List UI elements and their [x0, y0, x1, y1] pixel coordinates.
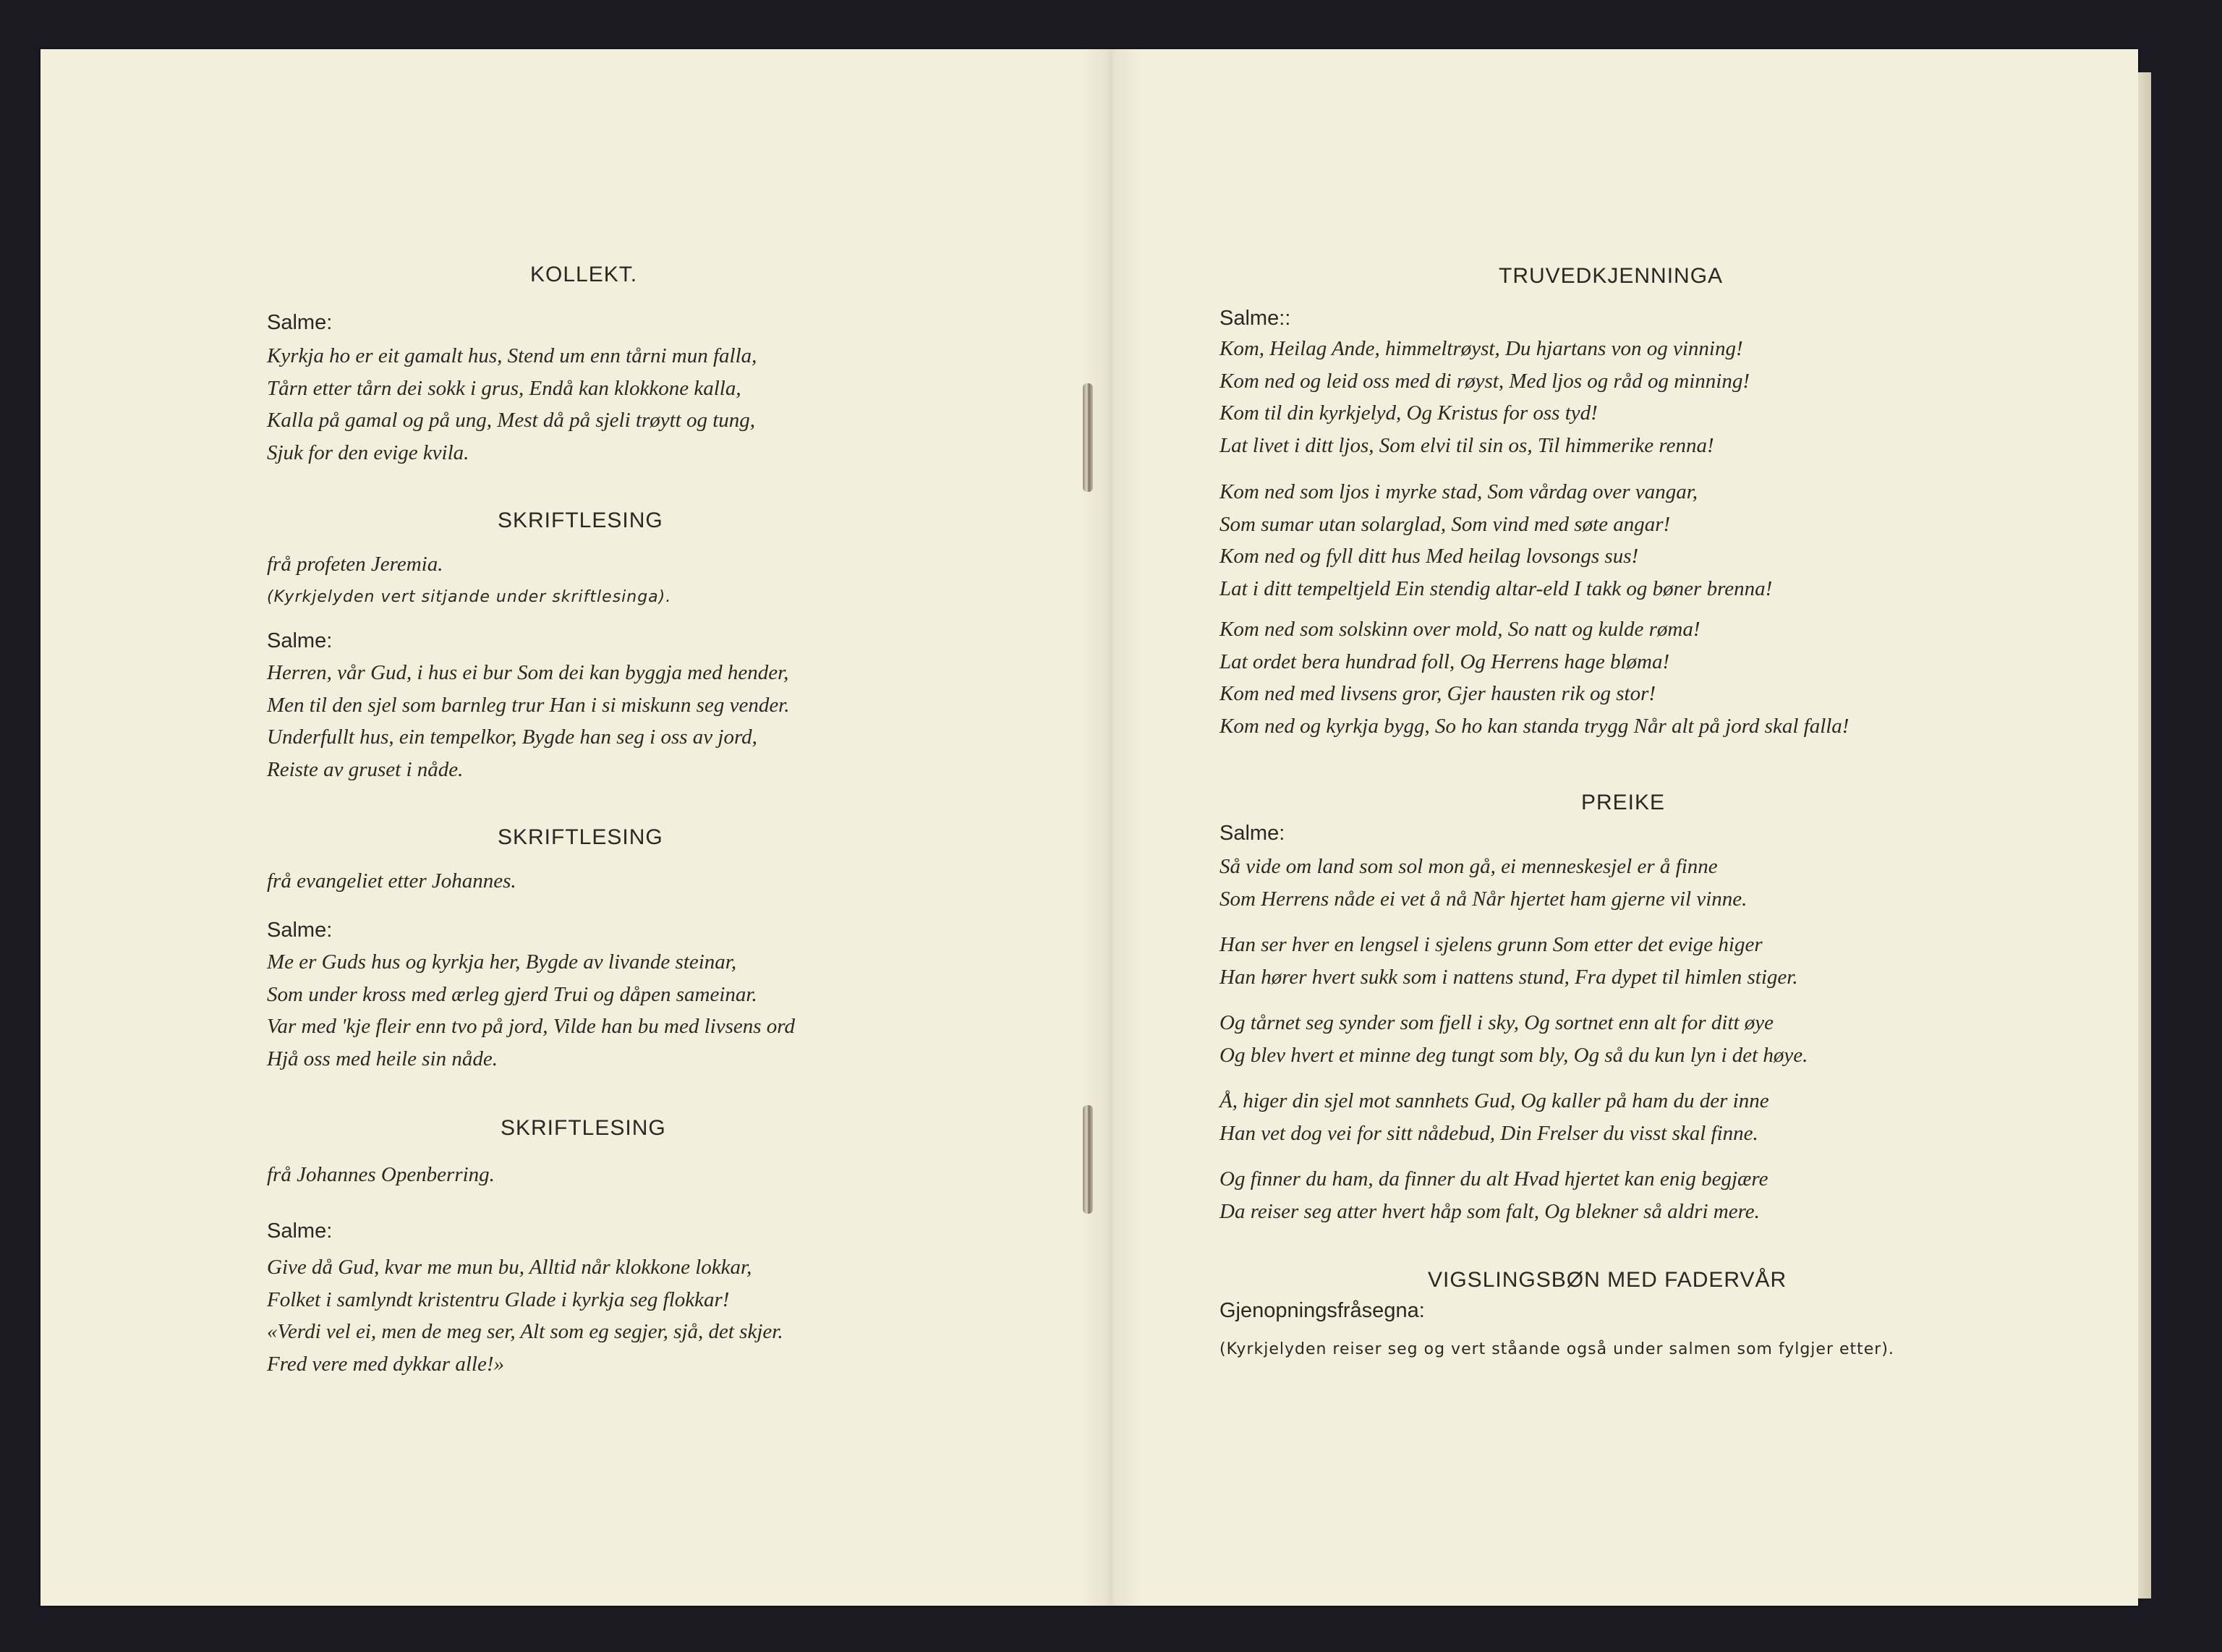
hymn-line: Hjå oss med heile sin nåde. — [267, 1047, 498, 1070]
skriftlesing-1-hymn — [267, 657, 790, 785]
hymn-line: Folket i samlyndt kristentru Glade i kyrkja seg flokkar! — [267, 1287, 730, 1311]
right-page — [1219, 49, 2087, 1606]
hymn-line: Lat livet i ditt ljos, Som elvi til sin os, Til himmerike renna! — [1219, 433, 1714, 457]
hymn-line: Fred vere med dykkar alle!» — [267, 1352, 504, 1376]
skriftlesing-3-salme-label: Salme: — [267, 1219, 333, 1243]
hymn-line: Var med 'kje fleir enn tvo på jord, Vilde han bu med livsens ord — [267, 1015, 795, 1038]
skriftlesing-3-hymn — [267, 1251, 783, 1380]
hymn-line: Tårn etter tårn dei sokk i grus, Endå kan klokkone kalla, — [267, 376, 741, 400]
skriftlesing-1-note: (Kyrkjelyden vert sitjande under skriftlesinga). — [267, 588, 672, 606]
paper-edge — [2138, 72, 2151, 1598]
hymn-line: Og tårnet seg synder som fjell i sky, Og sortnet enn alt for ditt øye — [1219, 1011, 1774, 1034]
skriftlesing-heading-3: SKRIFTLESING — [501, 1116, 666, 1140]
hymn-line: Herren, vår Gud, i hus ei bur Som dei kan byggja med hender, — [267, 661, 789, 684]
preike-stanza-4 — [1219, 1085, 1769, 1149]
hymn-line: Så vide om land som sol mon gå, ei menneskesjel er å finne — [1219, 855, 1718, 878]
skriftlesing-3-source — [267, 1159, 495, 1191]
truvedkjenninga-salme-label: Salme:: — [1219, 307, 1291, 330]
hymn-line: Underfullt hus, ein tempelkor, Bygde han seg i oss av jord, — [267, 725, 757, 749]
skriftlesing-1-source — [267, 548, 443, 581]
kollekt-heading: KOLLEKT. — [530, 263, 638, 286]
hymn-line: Kom ned og leid oss med di røyst, Med ljos og råd og minning! — [1219, 369, 1750, 393]
skriftlesing-heading-1: SKRIFTLESING — [498, 508, 663, 532]
skriftlesing-2-hymn — [267, 946, 795, 1075]
source-line: frå Johannes Openberring. — [267, 1163, 495, 1186]
center-fold — [1082, 49, 1140, 1606]
left-page — [227, 49, 1059, 1606]
hymn-line: Kom ned som solskinn over mold, So natt og kulde røma! — [1219, 618, 1700, 641]
preike-stanza-1 — [1219, 851, 1747, 915]
gjenopningsfrasegna-label: Gjenopningsfråsegna: — [1219, 1299, 1425, 1322]
hymn-line: Sjuk for den evige kvila. — [267, 440, 469, 464]
hymn-line: Kom ned som ljos i myrke stad, Som vårdag over vangar, — [1219, 480, 1698, 503]
truvedkjenninga-stanza-3 — [1219, 613, 1849, 742]
hymn-line: Som sumar utan solarglad, Som vind med søte angar! — [1219, 512, 1671, 536]
hymn-line: Som under kross med ærleg gjerd Trui og dåpen sameinar. — [267, 982, 757, 1006]
source-line: frå profeten Jeremia. — [267, 553, 443, 576]
hymn-line: Kom ned og fyll ditt hus Med heilag lovsongs sus! — [1219, 545, 1639, 568]
hymn-line: Kalla på gamal og på ung, Mest då på sjeli trøytt og tung, — [267, 409, 756, 432]
hymn-line: Give då Gud, kvar me mun bu, Alltid når klokkone lokkar, — [267, 1256, 752, 1279]
vigslingsbon-heading: VIGSLINGSBØN MED FADERVÅR — [1428, 1268, 1787, 1292]
truvedkjenninga-heading: TRUVEDKJENNINGA — [1499, 264, 1724, 288]
hymn-line: Da reiser seg atter hvert håp som falt, Og blekner så aldri mere. — [1219, 1199, 1760, 1223]
source-line: frå evangeliet etter Johannes. — [267, 869, 516, 893]
preike-heading: PREIKE — [1581, 791, 1666, 814]
hymn-line: Han ser hver en lengsel i sjelens grunn Som etter det evige higer — [1219, 933, 1763, 956]
hymn-line: Reiste av gruset i nåde. — [267, 757, 464, 781]
skriftlesing-1-salme-label: Salme: — [267, 629, 333, 652]
skriftlesing-2-salme-label: Salme: — [267, 919, 333, 942]
preike-stanza-2 — [1219, 929, 1798, 993]
hymn-line: Kom, Heilag Ande, himmeltrøyst, Du hjartans von og vinning! — [1219, 337, 1743, 360]
preike-salme-label: Salme: — [1219, 822, 1285, 845]
skriftlesing-2-source — [267, 865, 516, 898]
hymn-line: Han vet dog vei for sitt nådebud, Din Frelser du visst skal finne. — [1219, 1121, 1758, 1145]
hymn-line: Kom til din kyrkjelyd, Og Kristus for oss tyd! — [1219, 401, 1598, 425]
hymn-line: Kyrkja ho er eit gamalt hus, Stend um enn tårni mun falla, — [267, 344, 757, 367]
truvedkjenninga-stanza-2 — [1219, 476, 1772, 605]
hymn-line: Me er Guds hus og kyrkja her, Bygde av livande steinar, — [267, 950, 737, 974]
hymn-line: Lat ordet bera hundrad foll, Og Herrens hage bløma! — [1219, 650, 1670, 673]
hymn-line: Og finner du ham, da finner du alt Hvad hjertet kan enig begjære — [1219, 1167, 1768, 1191]
hymn-line: Kom ned og kyrkja bygg, So ho kan standa trygg Når alt på jord skal falla! — [1219, 714, 1849, 738]
truvedkjenninga-stanza-1 — [1219, 333, 1750, 461]
staple-top — [1083, 383, 1093, 492]
hymn-line: Og blev hvert et minne deg tungt som bly, Og så du kun lyn i det høye. — [1219, 1043, 1808, 1067]
skriftlesing-heading-2: SKRIFTLESING — [498, 825, 663, 849]
hymn-line: Lat i ditt tempeltjeld Ein stendig altar-eld I takk og bøner brenna! — [1219, 576, 1773, 600]
kollekt-hymn — [267, 340, 757, 469]
hymn-line: Å, higer din sjel mot sannhets Gud, Og kaller på ham du der inne — [1219, 1089, 1769, 1112]
kollekt-salme-label: Salme: — [267, 311, 333, 334]
preike-stanza-5 — [1219, 1163, 1768, 1227]
hymn-line: Kom ned med livsens gror, Gjer hausten rik og stor! — [1219, 682, 1656, 705]
hymn-line: Han hører hvert sukk som i nattens stund, Fra dypet til himlen stiger. — [1219, 965, 1798, 989]
preike-stanza-3 — [1219, 1007, 1808, 1071]
vigslingsbon-note: (Kyrkjelyden reiser seg og vert ståande også under salmen som fylgjer etter). — [1219, 1340, 1894, 1358]
hymn-line: Men til den sjel som barnleg trur Han i si miskunn seg vender. — [267, 693, 790, 717]
staple-bottom — [1083, 1105, 1093, 1214]
hymn-line: Som Herrens nåde ei vet å nå Når hjertet ham gjerne vil vinne. — [1219, 887, 1748, 911]
booklet-spread — [41, 49, 2138, 1606]
hymn-line: «Verdi vel ei, men de meg ser, Alt som eg segjer, sjå, det skjer. — [267, 1320, 783, 1343]
